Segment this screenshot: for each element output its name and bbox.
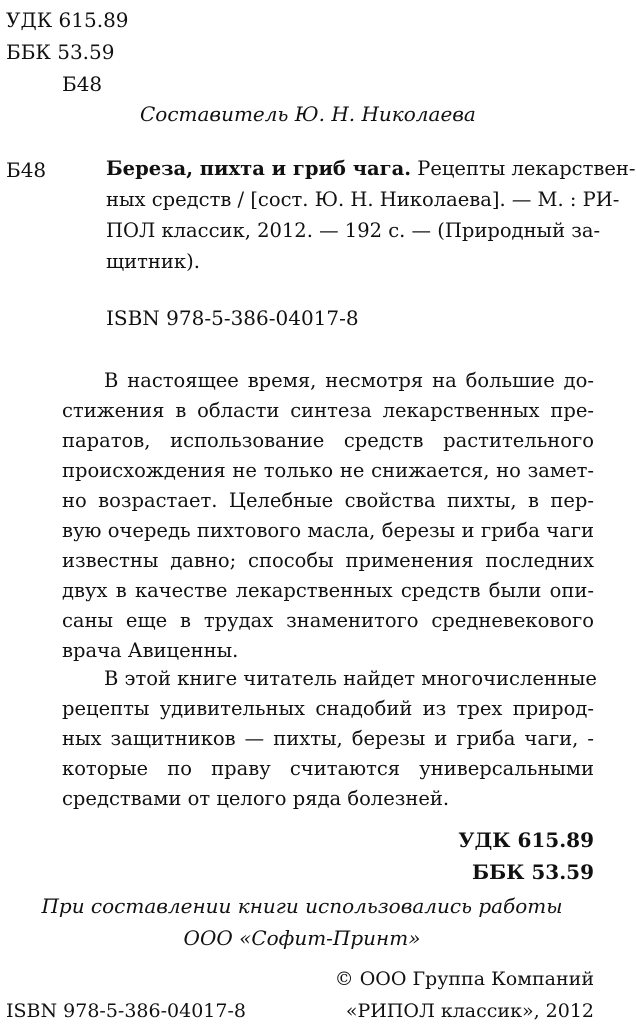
annotation-p1-line: известны давно; способы применения последних — [62, 549, 594, 572]
annotation-p1-line: стижения в области синтеза лекарственных пре- — [62, 399, 594, 422]
annotation-p2-line: В этой книге читатель найдет многочисленные — [104, 667, 597, 690]
compiler-line: Составитель Ю. Н. Николаева — [140, 102, 476, 126]
annotation-p1-line: двух в качестве лекарственных средств были опи- — [62, 579, 594, 602]
annotation-p1-line: происхождения не только не снижается, но замет- — [62, 459, 594, 482]
annotation-p1-line: но возрастает. Целебные свойства пихты, в пер- — [62, 489, 594, 512]
annotation-p1-line: паратов, использование средств растительного — [62, 429, 594, 452]
bib-line-2: ных средств / [сост. Ю. Н. Николаева]. — М. : РИ- — [106, 188, 620, 211]
annotation-p1-line: саны еще в трудах знаменитого средневекового — [62, 609, 594, 632]
annotation-p2-line: рецепты удивительных снадобий из трех природ- — [62, 697, 594, 720]
copyright-line-2: «РИПОЛ классик», 2012 — [345, 1000, 594, 1022]
annotation-p1-line: В настоящее время, несмотря на большие до- — [104, 369, 594, 392]
author-mark-top: Б48 — [62, 72, 103, 96]
bbk-code-bottom: ББК 53.59 — [472, 860, 594, 884]
udk-code-top: УДК 615.89 — [6, 8, 129, 32]
bib-line-1-rest: Рецепты лекарствен- — [411, 157, 636, 180]
bib-line-3: ПОЛ классик, 2012. — 192 с. — (Природный за- — [106, 219, 601, 242]
bbk-code-top: ББК 53.59 — [6, 40, 115, 64]
annotation-p1-line: вую очередь пихтового масла, березы и гриба чаги — [62, 519, 594, 542]
bib-line-4: щитник). — [106, 250, 200, 273]
footer-isbn: ISBN 978-5-386-04017-8 — [6, 1000, 246, 1022]
bib-author-mark: Б48 — [6, 158, 47, 182]
udk-code-bottom: УДК 615.89 — [458, 828, 594, 852]
annotation-p1-line: врача Авиценны. — [62, 639, 239, 662]
annotation-p2-line: которые по праву считаются универсальными — [62, 757, 594, 780]
sources-note-line-2: ООО «Софит-Принт» — [183, 926, 421, 950]
sources-note-line-1: При составлении книги использовались работы — [41, 894, 563, 918]
annotation-p2-line: средствами от целого ряда болезней. — [62, 787, 450, 810]
annotation-p2-line: ных защитников — пихты, березы и гриба чаги, - — [62, 727, 594, 750]
book-title: Береза, пихта и гриб чага. — [106, 157, 412, 180]
copyright-line-1: © ООО Группа Компаний — [334, 968, 594, 990]
bib-line-1 — [106, 154, 636, 184]
isbn-line: ISBN 978-5-386-04017-8 — [106, 306, 359, 330]
